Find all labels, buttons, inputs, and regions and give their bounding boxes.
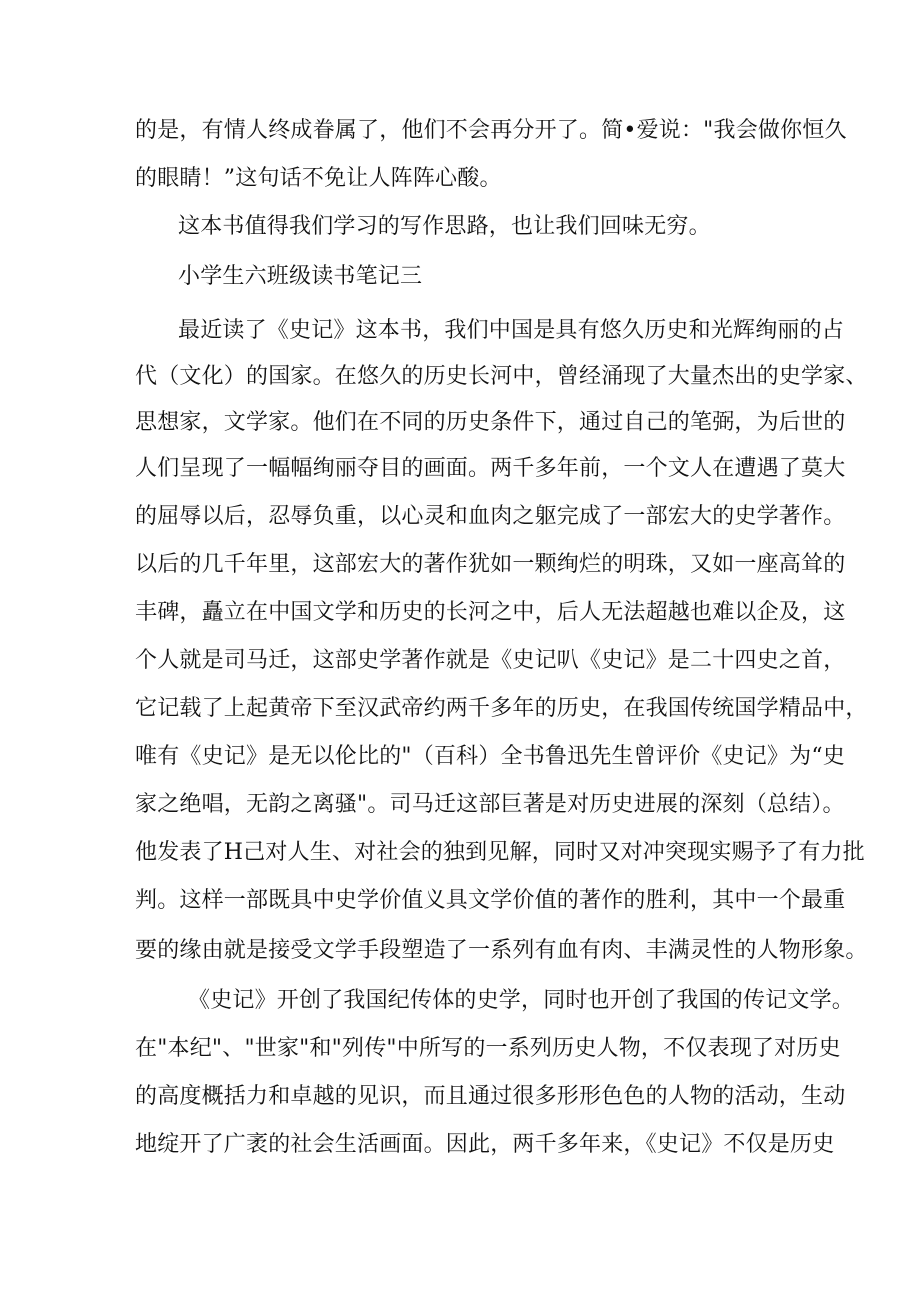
- text-line: 人们呈现了一幅幅绚丽夺目的画面。两千多年前，一个文人在遭遇了莫大: [135, 456, 846, 481]
- text-line: 判。这样一部既具中史学价值义具文学价值的著作的胜利，其中一个最重: [135, 888, 846, 913]
- text-line: 唯有《史记》是无以伦比的"（百科）全书鲁迅先生曾评价《史记》为“史: [135, 744, 845, 769]
- text-line: 家之绝唱，无韵之离骚"。司马迁这部巨著是对历史进展的深刻（总结）。: [135, 792, 845, 817]
- text-line: 它记载了上起黄帝下至汉武帝约两千多年的历史，在我国传统国学精品中，: [135, 696, 868, 721]
- text-line: 这本书值得我们学习的写作思路，也让我们回味无穷。: [178, 214, 711, 239]
- text-line: 代（文化）的国家。在悠久的历史长河中，曾经涌现了大量杰出的史学家、: [135, 364, 868, 389]
- text-line: 地绽开了广袤的社会生活画面。因此，两千多年来，《史记》不仅是历史: [135, 1132, 835, 1157]
- text-line: 思想家，文学家。他们在不同的历史条件下，通过自己的笔弼，为后世的: [135, 410, 846, 435]
- text-line: 的高度概括力和卓越的见识，而且通过很多形形色色的人物的活动，生动: [135, 1084, 846, 1109]
- text-line: 要的缘由就是接受文学手段塑造了一系列有血有肉、丰满灵性的人物形象。: [135, 938, 868, 963]
- text-line: 最近读了《史记》这本书，我们中国是具有悠久历史和光辉绚丽的占: [178, 318, 845, 343]
- section-heading: 小学生六班级读书笔记三: [178, 264, 423, 289]
- text-line: 丰碑，矗立在中国文学和历史的长河之中，后人无法超越也难以企及，这: [135, 600, 846, 625]
- text-line: 他发表了H己对人生、对社会的独到见解，同时又对冲突现实赐予了有力批: [135, 840, 865, 865]
- text-line: 个人就是司马迁，这部史学著作就是《史记叭《史记》是二十四史之首，: [135, 648, 846, 673]
- text-line: 以后的几千年里，这部宏大的著作犹如一颗绚烂的明珠，又如一座高耸的: [135, 552, 846, 577]
- text-line: 的屈辱以后，忍辱负重，以心灵和血肉之躯完成了一部宏大的史学著作。: [135, 504, 846, 529]
- text-line: 《史记》开创了我国纪传体的史学，同时也开创了我国的传记文学。: [188, 988, 855, 1013]
- text-line: 在"本纪"、"世家"和"列传"中所写的一系列历史人物，不仅表现了对历史: [135, 1036, 841, 1061]
- text-line: 的眼睛！”这句话不免让人阵阵心酸。: [135, 166, 502, 191]
- text-line: 的是，有情人终成眷属了，他们不会再分开了。简•爱说："我会做你恒久: [135, 118, 847, 143]
